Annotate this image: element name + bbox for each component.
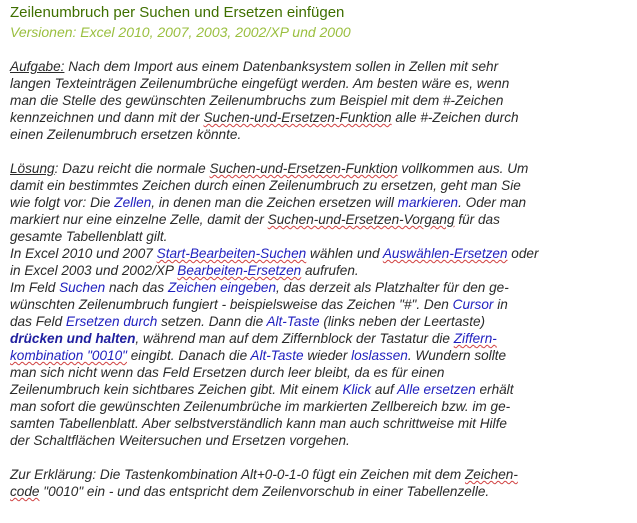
loesung-line-6: In Excel 2010 und 2007 Start-Bearbeiten-Suchen wählen und Auswählen-Ersetzen oder [10, 246, 539, 261]
loesung-line-10: das Feld Ersetzen durch setzen. Dann die Alt-Taste (links neben der Leertaste) [10, 314, 486, 329]
loesung-line-4: markiert nur eine einzelne Zelle, damit der Suchen-und-Ersetzen-Vorgang für das [10, 212, 500, 227]
loesung-line-11: drücken und halten, während man auf dem Ziffernblock der Tastatur die Ziffern- [10, 331, 497, 346]
erklaerung-line-1: Zur Erklärung: Die Tastenkombination Alt+0-0-1-0 fügt ein Zeichen mit dem Zeichen- [10, 467, 518, 482]
page-title: Zeilenumbruch per Suchen und Ersetzen einfügen [10, 4, 345, 21]
aufgabe-line-3: man die Stelle des gewünschten Zeilenumbruchs zum Beispiel mit dem #-Zeichen [10, 93, 504, 108]
aufgabe-line-4: kennzeichnen und dann mit der Suchen-und-Ersetzen-Funktion alle #-Zeichen durch [10, 110, 519, 125]
loesung-line-14: Zeilenumbruch kein sichtbares Zeichen gibt. Mit einem Klick auf Alle ersetzen erhält [10, 382, 514, 397]
loesung-line-17: der Schaltflächen Weitersuchen und Ersetzen vorgehen. [10, 433, 350, 448]
aufgabe-line-5: einen Zeilenumbruch ersetzen könnte. [10, 127, 242, 142]
loesung-line-13: man sich nicht wenn das Feld Ersetzen durch leer bleibt, da es für einen [10, 365, 445, 380]
loesung-line-5: gesamte Tabellenblatt gilt. [10, 229, 168, 244]
loesung-line-8: Im Feld Suchen nach das Zeichen eingeben, das derzeit als Platzhalter für den ge- [10, 280, 509, 295]
aufgabe-label: Aufgabe: [10, 59, 65, 74]
loesung-line-7: in Excel 2003 und 2002/XP Bearbeiten-Ersetzen aufrufen. [10, 263, 359, 278]
loesung-line-3: wie folgt vor: Die Zellen, in denen man die Zeichen ersetzen will markieren. Oder man [10, 195, 527, 210]
loesung-line-15: man sofort die gewünschten Zeilenumbrüche im markierten Zellbereich bzw. im ge- [10, 399, 511, 414]
loesung-line-2: damit ein bestimmtes Zeichen durch einen Zeilenumbruch zu ersetzen, geht man Sie [10, 178, 521, 193]
loesung-line-12: kombination "0010" eingibt. Danach die Alt-Taste wieder loslassen. Wundern sollte [10, 348, 507, 363]
loesung-line-16: samten Tabellenblatt. Aber selbstverständlich kann man auch schrittweise mit Hilfe [10, 416, 507, 431]
loesung-label: Lösung [10, 161, 55, 176]
versions-subtitle: Versionen: Excel 2010, 2007, 2003, 2002/XP und 2000 [10, 24, 351, 40]
aufgabe-line-1: Aufgabe: Nach dem Import aus einem Datenbanksystem sollen in Zellen mit sehr [10, 59, 499, 74]
loesung-line-1: Lösung: Dazu reicht die normale Suchen-und-Ersetzen-Funktion vollkommen aus. Um [10, 161, 529, 176]
erklaerung-line-2: code "0010" ein - und das entspricht dem Zeilenvorschub in einer Tabellenzelle. [10, 484, 490, 499]
aufgabe-line-2: langen Texteinträgen Zeilenumbrüche eingefügt werden. Am besten wäre es, wenn [10, 76, 510, 91]
loesung-line-9: wünschten Zeilenumbruch fungiert - beispielsweise das Zeichen "#". Den Cursor in [10, 297, 508, 312]
